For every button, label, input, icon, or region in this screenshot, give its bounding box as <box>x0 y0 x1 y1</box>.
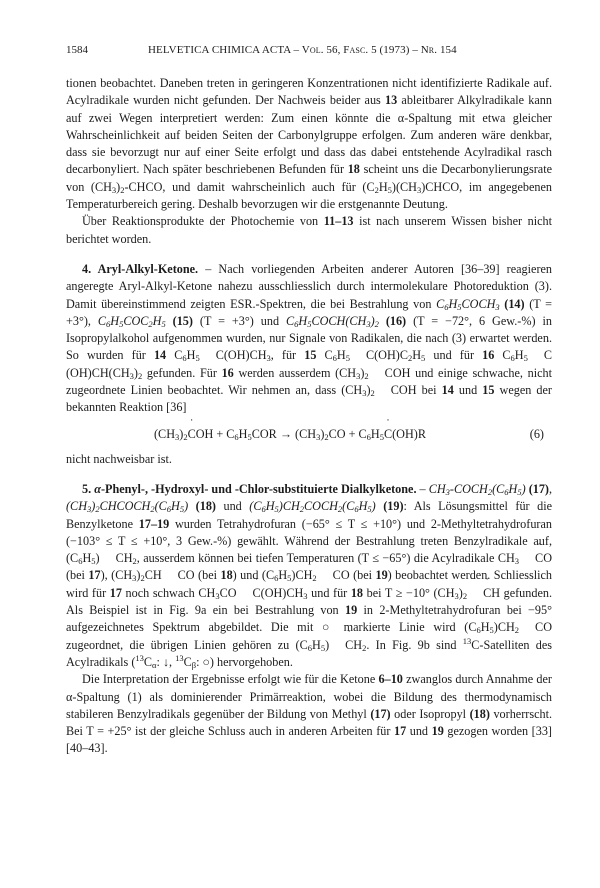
section-spacer <box>66 248 552 261</box>
equation-number: (6) <box>529 426 544 441</box>
equation-6 <box>66 417 552 451</box>
section-spacer <box>66 468 552 481</box>
section-5-dialkylketones: 5. α-Phenyl-, -Hydroxyl- und -Chlor-substituierte Dialkylketone. – $CH_3-COCH_2(C_6H_5)$ (17), $(CH_3)_2CHCOCH_2(C_6H_5)$ (18) und $(C_6H_5)CH_2COCH_2(C_6H_5)$ (19): Als Lösungsmittel für die Benzylketone 17–19 wurden Tetrahydrofuran (−65° ≤ T ≤ +10°) und 2-Methyltetrahydrofuran (−103° ≤ T ≤ +10°, 3 Gew.-%) gewählt. Während der Bestrahlung treten Benzylradikale auf, $(C_6H_5)$ C $˙H_2$, ausserdem können bei tiefen Temperaturen (T ≤ −65°) die Acylradikale $CH_3$ C ˙O (bei 17), $(CH_3)_2CH$ C ˙O (bei 18) und $(C_6H_5)CH_2$ C ˙O (bei 19) beobachtet werden. Schliesslich wird für 17 noch schwach $CH_3CO$ C $˙(OH)CH_3$ und für 18 bei T ≥ −10° $(CH_3)_2$ C ˙H gefunden. Als Beispiel ist in Fig. 9a ein bei Bestrahlung von 19 in 2-Methyltetrahydrofuran bei −95° aufgezeichnetes Spektrum abgebildet. Die mit ○ markierte Linie wird $(C_6H_5)CH_2$ C ˙O zugeordnet, die übrigen Linien gehören zu $(C_6H_5)$ C $˙H_2$. In Fig. 9b sind $^{13}$C-Satelliten des Acylradikals ($^{13}C_\alpha$: ↓, $^{13}C_\beta$: ○) hervorgehoben. <box>66 481 552 671</box>
article-body <box>66 75 552 758</box>
running-header <box>66 44 552 60</box>
section-4-aryl-alkyl-ketones: 4. Aryl-Alkyl-Ketone. – Nach vorliegenden Arbeiten anderer Autoren [36–39] reagieren angeregte Aryl-Alkyl-Ketone nahezu ausschliesslich durch intermolekulare Photoreduktion (3). Damit übereinstimmend zeigten ESR.-Spektren, die bei Bestrahlung von $C_6H_5COCH_3$ (14) (T = +3°), $C_6H_5COC_2H_5$ (15) (T = +3°) und $C_6H_5COCH(CH_3)_2$ (16) (T = −72°, 6 Gew.-%) in Isopropylalkohol aufgenommen wurden, nur Signale von Radikalen, die nach (3) erwartet werden. So wurden für 14 $C_6H_5$ C $˙(OH)CH_3$, für 15 $C_6H_5$ C $˙(OH)C_2H_5$ und für 16 $C_6H_5$ C $˙(OH)CH(CH_3)_2$ gefunden. Für 16 werden ausserdem $(CH_3)_2$ C ˙OH und einige schwache, nicht zugeordnete Linien beobachtet. Wir nehmen an, dass $(CH_3)_2$ C ˙OH bei 14 und 15 wegen der bekannten Reaktion [36] <box>66 261 552 417</box>
page-number: 1584 <box>66 44 88 56</box>
paragraph-reaction-products: Über Reaktionsprodukte der Photochemie von 11–13 ist nach unserem Wissen bisher nicht berichtet worden. <box>66 214 553 246</box>
journal-running-title: HELVETICA CHIMICA ACTA – Vol. 56, Fasc. 5 (1973) – Nr. 154 <box>148 44 457 56</box>
paragraph-interpretation: Die Interpretation der Ergebnisse erfolgt wie für die Ketone 6–10 zwanglos durch Annahme der α-Spaltung (1) als dominierender Primärreaktion, wobei die Bildung des thermodynamisch stabileren Benzylradikals gegenüber der Bildung von Methyl (17) oder Isopropyl (18) vorherrscht. Bei T = +25° ist der gleiche Schluss auch in anderen Arbeiten für 17 und 19 gezogen worden [33] [40–43]. <box>66 672 553 756</box>
paragraph-continuation: tionen beobachtet. Daneben treten in geringeren Konzentrationen nicht identifizierte Radikale auf. Acylradikale wurden nicht gefunden. Der Nachweis beider aus 13 ableitbarer Alkylradikale kann auf zwei Wegen interpretiert werden: Zum einen könnte die α-Spaltung mit etwa gleicher Wahrscheinlichkeit auf beiden Seiten der Carbonylgruppe erfolgen. Zum anderen wäre denkbar, dass sie bevorzugt nur auf einer Seite erfolgt und dass das dabei entstehende Acylradikal rasch decarbonyliert. Nach später beschriebenen Befunden für 18 scheint uns die Decarbonylierungsrate von $(CH_3)_2$-CHC ˙O, und damit wahrscheinlich auch für $(C_2H_5)(CH_3)CHC$ ˙O, im angegebenen Temperaturbereich gering. Deshalb bevorzugen wir die erstgenannte Deutung. <box>66 75 552 213</box>
equation-expression: $(CH_3)_2C$ ˙OH + $C_6H_5COR \to (CH_3)_2CO + C_6H_5C$ ˙(OH)R <box>154 417 426 451</box>
paragraph-equation-tail: nicht nachweisbar ist. <box>66 451 172 466</box>
